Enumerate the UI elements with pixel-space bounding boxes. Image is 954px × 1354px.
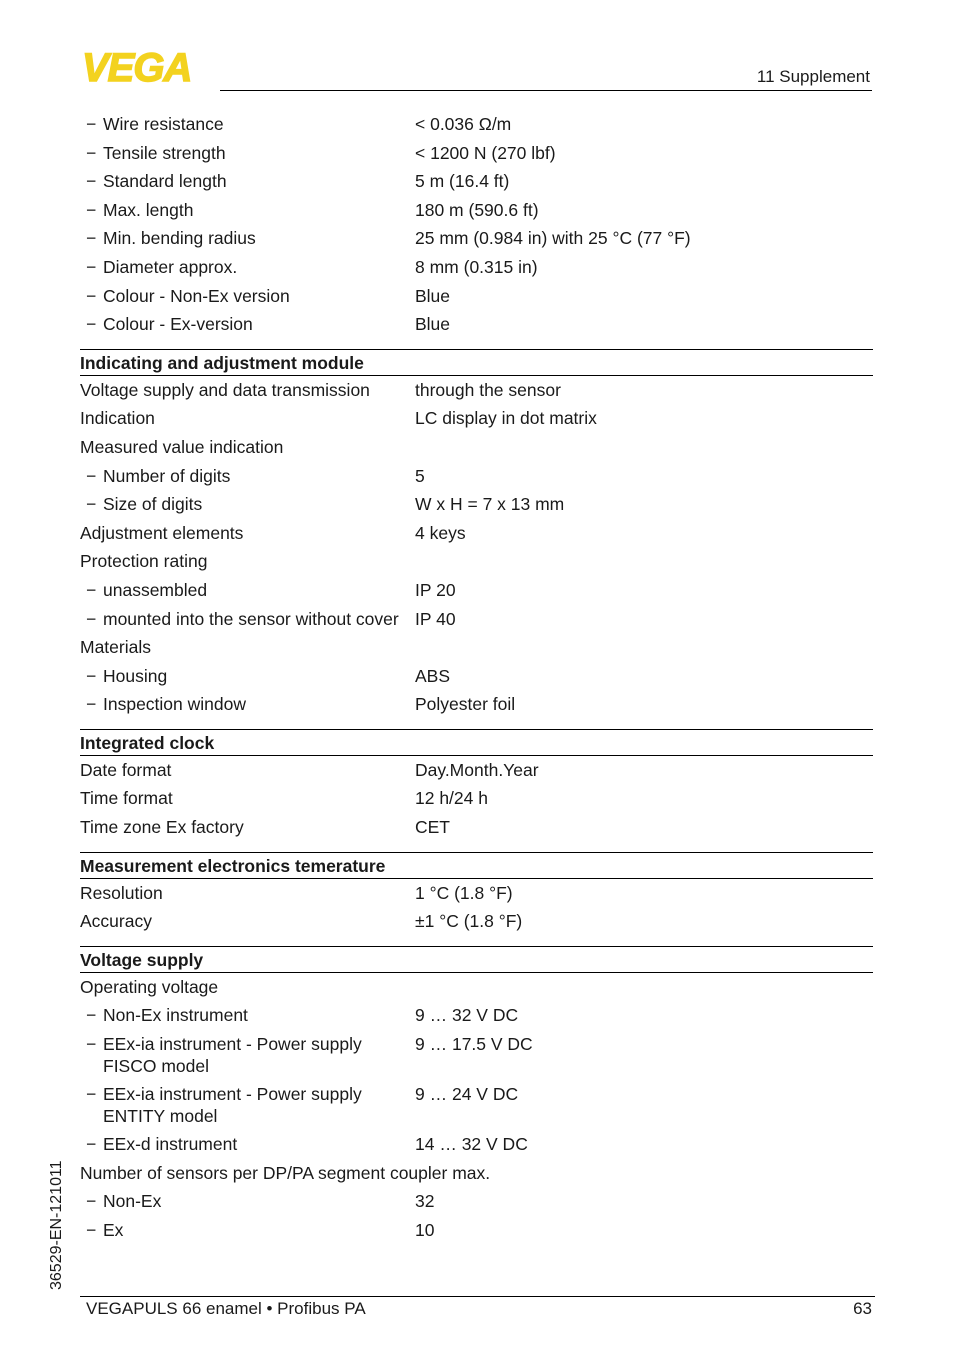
svg-text:VEGA: VEGA: [82, 50, 192, 84]
spec-row: − Number of digits 5: [86, 465, 425, 486]
spec-row: Accuracy ±1 °C (1.8 °F): [80, 911, 523, 932]
spec-content: [80, 110, 873, 1244]
spec-row: − Colour - Ex-version Blue: [86, 314, 451, 335]
spec-row: Measured value indication: [80, 436, 284, 457]
spec-row: − Ex 10: [86, 1219, 435, 1240]
spec-row: − Wire resistance < 0.036 Ω/m: [86, 114, 512, 134]
footer-product: VEGAPULS 66 enamel • Profibus PA: [86, 1299, 366, 1318]
spec-row: − Housing ABS: [86, 665, 451, 686]
spec-row: Adjustment elements 4 keys: [80, 522, 466, 543]
document-code: 36529-EN-121011: [48, 1160, 65, 1290]
spec-row: − Non-Ex instrument 9 … 32 V DC: [86, 1005, 519, 1026]
spec-row: − Max. length 180 m (590.6 ft): [86, 199, 539, 220]
section-heading-voltage: Voltage supply: [80, 946, 873, 973]
section-heading-clock: Integrated clock: [80, 729, 873, 756]
spec-row: − EEx-d instrument 14 … 32 V DC: [86, 1134, 528, 1155]
spec-row: − Non-Ex 32: [86, 1191, 435, 1212]
spec-row: Time format 12 h/24 h: [80, 788, 488, 809]
spec-row: − Tensile strength < 1200 N (270 lbf): [86, 142, 556, 163]
header-section-title: 11 Supplement: [756, 67, 870, 86]
spec-row: Date format Day.Month.Year: [80, 759, 539, 780]
spec-row: Operating voltage: [80, 976, 219, 997]
spec-row: − Colour - Non-Ex version Blue: [86, 285, 451, 306]
spec-row: − mounted into the sensor without cover IP 40: [86, 608, 456, 629]
spec-row: − Inspection window Polyester foil: [86, 694, 516, 715]
spec-row: Materials: [80, 637, 151, 658]
header-divider: [220, 90, 872, 91]
spec-row: Protection rating: [80, 551, 208, 572]
spec-row: Voltage supply and data transmission through the sensor: [80, 379, 561, 400]
spec-row: Resolution 1 °C (1.8 °F): [80, 882, 513, 903]
section-heading-electronics-temp: Measurement electronics temerature: [80, 852, 873, 879]
spec-row: Number of sensors per DP/PA segment coupler max.: [80, 1162, 491, 1183]
spec-row: − Size of digits W x H = 7 x 13 mm: [86, 494, 565, 515]
spec-row: Time zone Ex factory CET: [80, 817, 450, 838]
spec-row: − EEx-ia instrument - Power supply FISCO model 9 … 17.5 V DC: [86, 1034, 533, 1077]
spec-row: − Standard length 5 m (16.4 ft): [86, 171, 510, 192]
spec-row: − Min. bending radius 25 mm (0.984 in) with 25 °C (77 °F): [86, 228, 691, 249]
spec-row: Indication LC display in dot matrix: [80, 408, 597, 429]
spec-row: − EEx-ia instrument - Power supply ENTITY model 9 … 24 V DC: [86, 1084, 519, 1127]
spec-row: − Diameter approx. 8 mm (0.315 in): [86, 256, 538, 277]
footer-divider: [80, 1296, 875, 1297]
spec-row: − unassembled IP 20: [86, 579, 456, 600]
vega-logo: [82, 50, 212, 84]
page-number: 63: [853, 1299, 872, 1318]
section-heading-indicating: Indicating and adjustment module: [80, 349, 873, 376]
